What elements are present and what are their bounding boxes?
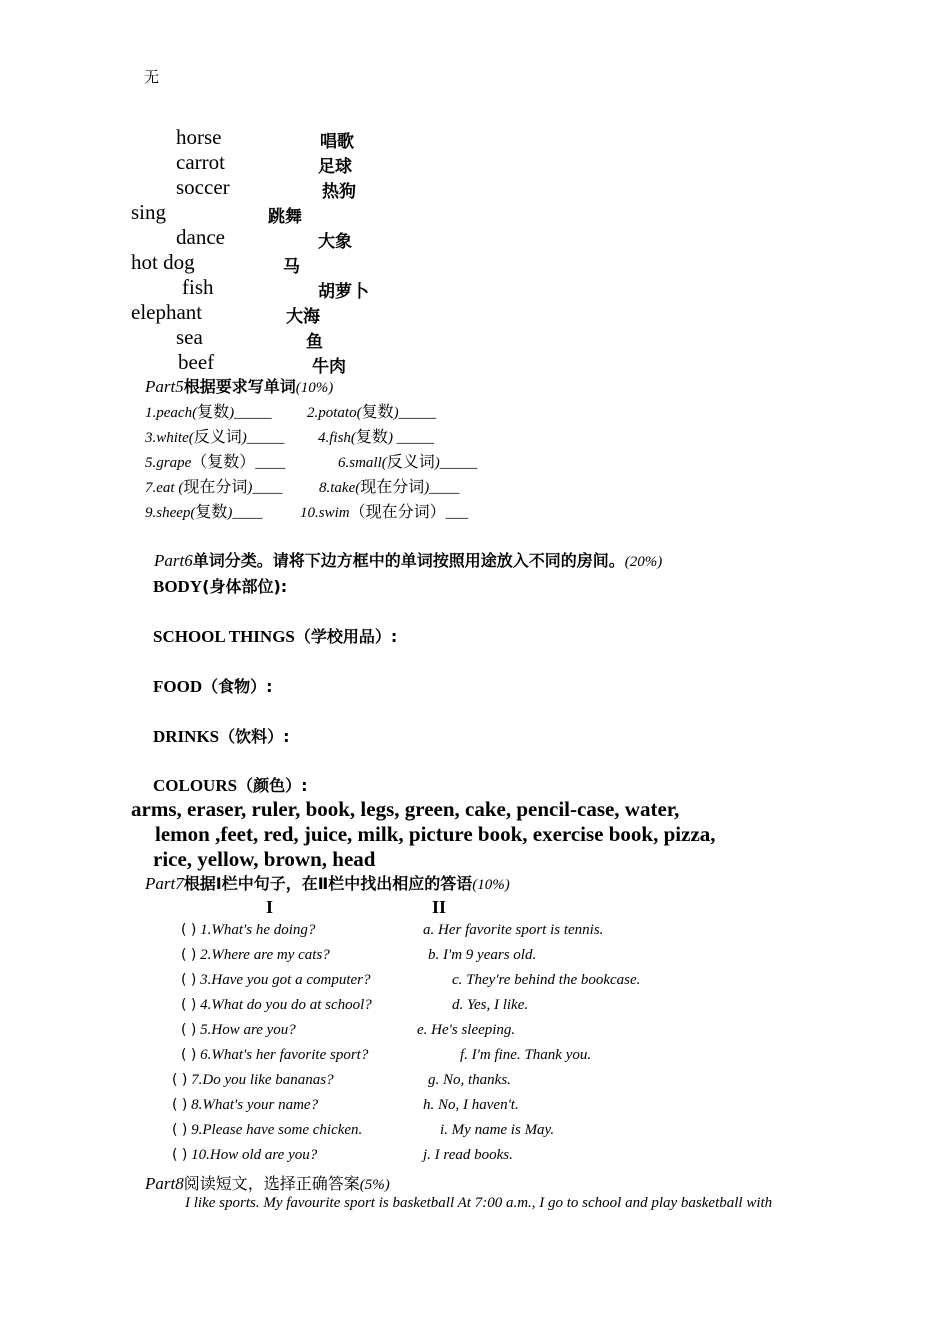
part5-item: 10.swim（现在分词）___ [300,502,469,521]
word-bank-line: arms, eraser, ruler, book, legs, green, cake, pencil-case, water, [131,797,680,821]
part7-title [145,871,510,894]
answer-item: c. They're behind the bookcase. [452,972,641,988]
word-bank-line: rice, yellow, brown, head [153,847,376,871]
category-colours: COLOURS（颜色）: [153,776,308,795]
part5-item: 4.fish(复数) _____ [318,427,435,446]
part6-label: Part6 [154,551,193,570]
question-row: ( ) 5.How are you? [181,1022,296,1038]
part5-item: 2.potato(复数)_____ [307,402,437,421]
match-en: carrot [176,150,225,174]
answer-item: a. Her favorite sport is tennis. [423,922,604,938]
reading-passage: I like sports. My favourite sport is basketball At 7:00 a.m., I go to school and play basketball with [185,1195,773,1211]
part5-item: 6.small(反义词)_____ [338,452,478,471]
category-food: FOOD（食物）: [153,677,273,696]
answer-item: d. Yes, I like. [452,997,529,1013]
question-row: ( ) 3.Have you got a computer? [181,972,371,988]
match-en: sing [131,200,167,224]
match-en: beef [178,350,215,374]
word-bank-line: lemon ,feet, red, juice, milk, picture book, exercise book, pizza, [155,822,716,846]
answer-item: i. My name is May. [440,1122,555,1138]
part7-label: Part7 [145,874,184,893]
part5-item: 9.sheep(复数)____ [145,502,263,521]
match-zh: 鱼 [306,332,323,352]
part5-item: 1.peach(复数)_____ [145,402,272,421]
part5-item: 5.grape（复数）____ [145,452,286,471]
match-zh: 大象 [318,232,352,252]
match-en: fish [182,275,214,299]
match-en: hot dog [131,250,195,274]
category-drinks: DRINKS（饮料）: [153,727,290,746]
part5-item: 7.eat (现在分词)____ [145,477,283,496]
match-en: elephant [131,300,203,324]
match-zh: 牛肉 [312,357,346,377]
part6-title [154,548,662,571]
part6-percent: (20%) [624,554,663,570]
part7-percent: (10%) [472,877,510,893]
question-row: ( ) 4.What do you do at school? [181,997,372,1013]
category-school-things: SCHOOL THINGS（学校用品）: [153,627,398,646]
part6-heading: 单词分类。请将下边方框中的单词按照用途放入不同的房间。 [192,551,625,570]
match-en: dance [176,225,225,249]
question-row: ( ) 1.What's he doing? [181,922,316,938]
answer-item: j. I read books. [423,1147,513,1163]
match-zh: 胡萝卜 [318,282,369,302]
question-row: ( ) 9.Please have some chicken. [172,1122,363,1138]
match-zh: 跳舞 [268,207,302,227]
part5-item: 3.white(反义词)_____ [145,427,285,446]
question-row: ( ) 2.Where are my cats? [181,947,330,963]
match-zh: 唱歌 [320,132,354,152]
match-en: horse [176,125,222,149]
match-zh: 热狗 [322,182,356,202]
match-zh: 大海 [286,307,320,327]
match-zh: 足球 [318,157,352,177]
match-en: sea [176,325,203,349]
match-zh: 马 [283,257,300,277]
question-row: ( ) 7.Do you like bananas? [172,1072,334,1088]
part8-heading: 阅读短文，选择正确答案 [183,1174,360,1193]
part5-percent: (10%) [295,380,334,396]
part8-title [145,1171,390,1194]
part5-item: 8.take(现在分词)____ [319,477,460,496]
column-ii-header: II [432,897,447,917]
match-en: soccer [176,175,230,199]
answer-item: g. No, thanks. [428,1072,511,1088]
part8-label: Part8 [145,1174,184,1193]
answer-item: b. I'm 9 years old. [428,947,537,963]
part5-title [145,374,333,397]
category-body: BODY(身体部位): [153,577,288,596]
part8-percent: (5%) [359,1177,390,1193]
header-mark: 无 [144,68,160,86]
question-row: ( ) 8.What's your name? [172,1097,319,1113]
question-row: ( ) 6.What's her favorite sport? [181,1047,369,1063]
answer-item: f. I'm fine. Thank you. [460,1047,592,1063]
question-row: ( ) 10.How old are you? [172,1147,318,1163]
part5-heading: 根据要求写单词 [183,377,296,396]
part5-label: Part5 [145,377,184,396]
column-i-header: I [266,897,274,917]
answer-item: e. He's sleeping. [417,1022,516,1038]
answer-item: h. No, I haven't. [423,1097,519,1113]
part7-heading: 根据Ⅰ栏中句子，在Ⅱ栏中找出相应的答语 [183,874,473,893]
